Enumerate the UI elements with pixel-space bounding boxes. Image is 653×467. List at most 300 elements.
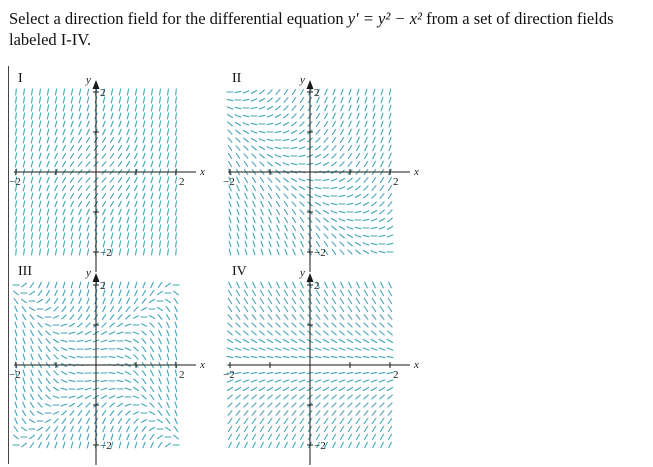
slope-segment xyxy=(275,372,281,373)
slope-segment xyxy=(285,241,287,247)
slope-segment xyxy=(379,340,384,343)
slope-segment xyxy=(267,372,273,373)
slope-segment xyxy=(380,395,385,399)
slope-segment xyxy=(260,419,263,424)
slope-segment xyxy=(341,282,344,287)
slope-segment xyxy=(134,299,137,304)
slope-segment xyxy=(111,89,112,95)
slope-segment xyxy=(341,434,344,439)
slope-segment xyxy=(348,178,353,182)
slope-segment xyxy=(339,380,345,382)
slope-segment xyxy=(55,225,56,231)
slope-segment xyxy=(134,307,138,311)
slope-segment xyxy=(101,388,107,390)
slope-segment xyxy=(315,187,321,188)
y-axis-label: y xyxy=(86,267,91,279)
slope-segment xyxy=(299,147,305,149)
slope-segment xyxy=(371,380,377,382)
slope-segment xyxy=(372,307,375,312)
slope-segment xyxy=(339,227,344,230)
slope-segment xyxy=(323,203,329,205)
slope-segment xyxy=(283,356,289,357)
slope-segment xyxy=(159,137,160,143)
slope-segment xyxy=(78,411,82,416)
slope-segment xyxy=(355,348,361,350)
slope-segment xyxy=(87,434,89,440)
slope-segment xyxy=(228,299,231,304)
slope-segment xyxy=(339,356,345,357)
slope-segment xyxy=(332,331,337,335)
slope-segment xyxy=(119,434,121,440)
slope-segment xyxy=(332,130,335,135)
slope-segment xyxy=(380,403,384,407)
slope-segment xyxy=(292,307,295,312)
slope-segment xyxy=(228,403,232,407)
slope-segment xyxy=(135,185,138,190)
slope-segment xyxy=(15,322,17,328)
slope-segment xyxy=(56,249,57,255)
slope-segment xyxy=(356,162,359,167)
slope-segment xyxy=(333,434,336,439)
slope-segment xyxy=(175,145,176,151)
slope-segment xyxy=(71,225,73,231)
slope-segment xyxy=(54,347,59,351)
slope-segment xyxy=(39,217,40,223)
slope-segment xyxy=(381,113,383,119)
slope-segment xyxy=(55,241,56,247)
slope-segment xyxy=(16,97,17,103)
slope-segment xyxy=(117,332,123,334)
slope-segment xyxy=(236,419,239,424)
slope-segment xyxy=(79,121,81,127)
slope-segment xyxy=(127,137,129,142)
slope-segment xyxy=(30,403,33,408)
slope-segment xyxy=(357,282,360,287)
slope-segment xyxy=(40,233,41,239)
slope-segment xyxy=(373,434,376,439)
slope-segment xyxy=(175,410,177,416)
slope-segment xyxy=(24,113,25,119)
slope-segment xyxy=(135,129,137,135)
slope-segment xyxy=(53,412,58,414)
slope-segment xyxy=(348,242,353,246)
slope-segment xyxy=(167,386,169,392)
slope-segment xyxy=(167,394,169,400)
slope-segment xyxy=(236,154,239,159)
slope-segment xyxy=(388,419,391,424)
slope-segment xyxy=(252,403,256,407)
slope-segment xyxy=(159,129,160,135)
slope-segment xyxy=(349,89,351,95)
slope-segment xyxy=(70,403,75,406)
slope-segment xyxy=(284,210,287,215)
slope-segment xyxy=(16,233,17,239)
slope-segment xyxy=(340,411,344,416)
slope-segment xyxy=(372,331,377,335)
slope-segment xyxy=(260,307,263,312)
slope-segment xyxy=(23,394,25,400)
slope-segment xyxy=(69,348,75,349)
slope-segment xyxy=(388,427,391,432)
slope-segment xyxy=(229,290,232,295)
slope-segment xyxy=(291,340,296,343)
slope-segment xyxy=(118,411,122,415)
slope-segment xyxy=(101,340,107,342)
slope-segment xyxy=(79,306,82,311)
slope-segment xyxy=(78,154,82,159)
slope-segment xyxy=(61,380,66,383)
slope-segment xyxy=(292,106,296,111)
slope-segment xyxy=(237,434,240,439)
slope-segment xyxy=(136,89,137,95)
slope-segment xyxy=(142,371,145,376)
slope-segment xyxy=(260,154,265,158)
slope-segment xyxy=(175,161,176,167)
slope-segment xyxy=(87,298,89,304)
slope-segment xyxy=(47,105,48,111)
slope-segment xyxy=(253,442,256,447)
slope-segment xyxy=(292,411,296,416)
slope-segment xyxy=(251,388,256,391)
slope-segment xyxy=(168,249,169,255)
slope-segment xyxy=(259,372,265,373)
slope-segment xyxy=(389,161,391,166)
slope-segment xyxy=(175,306,178,311)
slope-segment xyxy=(159,193,160,199)
slope-segment xyxy=(236,307,239,312)
slope-segment xyxy=(229,241,231,247)
slope-segment xyxy=(269,209,272,214)
slope-segment xyxy=(371,372,377,373)
slope-segment xyxy=(373,121,375,127)
slope-segment xyxy=(135,113,136,119)
slope-segment xyxy=(228,427,231,432)
slope-segment xyxy=(127,225,129,231)
slope-segment xyxy=(300,331,305,335)
slope-segment xyxy=(86,178,90,182)
slope-segment xyxy=(300,226,303,231)
slope-segment xyxy=(87,217,89,223)
slope-segment xyxy=(38,395,42,400)
slope-segment xyxy=(259,380,265,382)
slope-segment xyxy=(261,225,263,231)
slope-segment xyxy=(292,202,296,207)
slope-segment xyxy=(63,161,66,166)
slope-segment xyxy=(229,193,231,199)
slope-segment xyxy=(300,403,304,407)
slope-segment xyxy=(349,290,352,295)
slope-segment xyxy=(363,380,369,382)
slope-segment xyxy=(260,331,265,335)
slope-segment xyxy=(284,315,288,320)
slope-segment xyxy=(372,323,376,327)
slope-segment xyxy=(47,129,49,135)
slope-segment xyxy=(267,147,273,149)
slope-segment xyxy=(70,315,74,319)
slope-segment xyxy=(71,249,72,255)
slope-segment xyxy=(244,154,248,159)
slope-segment xyxy=(55,282,57,288)
slope-segment xyxy=(228,122,233,126)
slope-segment xyxy=(229,161,232,166)
slope-segment xyxy=(174,427,177,432)
slope-segment xyxy=(78,403,83,407)
slope-segment xyxy=(269,233,271,239)
slope-segment xyxy=(292,194,296,198)
slope-segment xyxy=(87,306,90,311)
slope-segment xyxy=(63,426,66,431)
slope-segment xyxy=(355,380,361,382)
slope-segment xyxy=(275,388,280,391)
slope-segment xyxy=(102,411,105,416)
slope-segment xyxy=(136,249,137,255)
slope-segment xyxy=(283,348,289,350)
slope-segment xyxy=(87,418,90,423)
slope-segment xyxy=(31,145,32,151)
slope-segment xyxy=(87,209,90,214)
slope-segment xyxy=(229,249,230,255)
slope-segment xyxy=(38,403,42,407)
slope-segment xyxy=(276,427,279,432)
slope-segment xyxy=(175,418,178,423)
slope-segment xyxy=(229,434,232,439)
slope-segment xyxy=(388,218,393,222)
slope-segment xyxy=(357,97,359,103)
slope-segment xyxy=(167,370,169,376)
slope-segment xyxy=(39,177,41,183)
slope-segment xyxy=(86,162,90,166)
slope-segment xyxy=(292,114,296,118)
slope-segment xyxy=(63,217,65,223)
slope-segment xyxy=(46,355,49,360)
slope-segment xyxy=(133,412,138,414)
slope-segment xyxy=(87,225,89,231)
slope-segment xyxy=(30,291,35,294)
slope-segment xyxy=(291,348,297,350)
slope-segment xyxy=(349,434,352,439)
slope-segment xyxy=(253,193,256,198)
slope-segment xyxy=(276,323,280,327)
slope-segment xyxy=(143,233,144,239)
slope-segment xyxy=(175,185,176,191)
slope-segment xyxy=(356,403,360,407)
slope-segment xyxy=(324,315,328,320)
slope-segment xyxy=(269,290,272,295)
slope-segment xyxy=(340,299,343,304)
slope-segment xyxy=(277,233,279,239)
slope-segment xyxy=(332,323,336,327)
slope-segment xyxy=(62,419,66,424)
slope-segment xyxy=(341,121,344,126)
slope-segment xyxy=(31,153,33,159)
slope-segment xyxy=(30,283,33,288)
direction-field-panel-4[interactable] xyxy=(223,264,428,465)
y-axis-arrow-icon xyxy=(93,273,100,282)
slope-segment xyxy=(39,378,42,383)
slope-segment xyxy=(77,396,82,399)
slope-segment xyxy=(237,177,240,182)
slope-segment xyxy=(365,121,367,127)
slope-segment xyxy=(244,427,247,432)
slope-segment xyxy=(235,372,241,373)
slope-segment xyxy=(275,123,281,125)
slope-segment xyxy=(87,442,88,448)
slope-segment xyxy=(160,233,161,239)
slope-segment xyxy=(324,419,327,424)
slope-segment xyxy=(371,388,376,391)
slope-segment xyxy=(24,121,25,127)
slope-segment xyxy=(341,290,344,295)
slope-segment xyxy=(87,241,88,247)
direction-field-panel-2[interactable] xyxy=(223,71,428,272)
slope-segment xyxy=(293,290,296,295)
slope-segment xyxy=(292,323,296,327)
slope-segment xyxy=(22,307,26,312)
slope-segment xyxy=(23,161,24,167)
slope-segment xyxy=(355,195,360,198)
slope-segment xyxy=(299,155,305,156)
slope-segment xyxy=(299,356,305,357)
slope-segment xyxy=(63,442,65,448)
y-tick-label-pos: 2 xyxy=(314,280,320,292)
direction-field-panel-3[interactable] xyxy=(9,264,214,465)
slope-segment xyxy=(356,395,361,399)
slope-segment xyxy=(277,217,280,222)
slope-segment xyxy=(261,201,264,206)
slope-segment xyxy=(364,186,368,190)
slope-segment xyxy=(356,331,361,335)
slope-segment xyxy=(292,210,295,215)
slope-segment xyxy=(372,411,376,416)
slope-segment xyxy=(117,348,123,349)
slope-segment xyxy=(316,427,319,432)
slope-segment xyxy=(357,113,359,119)
slope-segment xyxy=(102,315,105,320)
slope-segment xyxy=(261,241,263,247)
slope-segment xyxy=(293,442,296,447)
slope-segment xyxy=(371,340,376,343)
slope-segment xyxy=(63,282,65,288)
slope-segment xyxy=(38,387,41,392)
slope-segment xyxy=(228,315,232,320)
slope-segment xyxy=(301,233,304,238)
slope-segment xyxy=(176,201,177,207)
slope-segment xyxy=(261,193,264,198)
slope-segment xyxy=(48,249,49,255)
slope-segment xyxy=(340,331,345,335)
slope-segment xyxy=(332,138,335,143)
slope-segment xyxy=(30,323,33,328)
slope-segment xyxy=(79,233,81,239)
slope-segment xyxy=(275,155,281,157)
slope-segment xyxy=(133,396,139,398)
slope-segment xyxy=(45,324,50,326)
slope-segment xyxy=(167,129,168,135)
slope-segment xyxy=(47,137,49,143)
slope-segment xyxy=(381,161,384,166)
slope-segment xyxy=(268,419,271,424)
slope-segment xyxy=(54,299,57,304)
slope-segment xyxy=(323,356,329,357)
slope-segment xyxy=(119,129,121,135)
slope-segment xyxy=(152,105,153,111)
slope-segment xyxy=(79,97,80,103)
slope-segment xyxy=(135,137,137,143)
slope-segment xyxy=(268,403,272,407)
slope-segment xyxy=(267,107,272,110)
y-axis-arrow-icon xyxy=(307,273,314,282)
slope-segment xyxy=(63,137,65,142)
slope-segment xyxy=(176,233,177,239)
slope-segment xyxy=(24,241,25,247)
slope-segment xyxy=(109,396,114,399)
slope-segment xyxy=(285,225,288,230)
slope-segment xyxy=(259,99,264,102)
slope-segment xyxy=(63,129,65,135)
slope-segment xyxy=(317,105,320,110)
slope-segment xyxy=(339,195,345,196)
slope-segment xyxy=(63,434,65,440)
slope-segment xyxy=(127,121,129,127)
slope-segment xyxy=(372,202,377,206)
slope-segment xyxy=(253,201,255,206)
slope-segment xyxy=(85,388,91,390)
slope-segment xyxy=(143,185,145,191)
slope-segment xyxy=(23,402,25,407)
slope-segment xyxy=(119,225,121,231)
slope-segment xyxy=(118,323,123,326)
slope-segment xyxy=(167,145,168,151)
slope-segment xyxy=(47,201,49,207)
slope-segment xyxy=(160,113,161,119)
slope-segment xyxy=(371,243,377,244)
slope-segment xyxy=(245,249,247,255)
slope-segment xyxy=(70,154,73,159)
slope-segment xyxy=(151,145,153,151)
slope-segment xyxy=(31,129,32,135)
slope-segment xyxy=(364,307,367,312)
slope-segment xyxy=(160,241,161,247)
direction-field-panel-1[interactable] xyxy=(9,71,214,272)
slope-segment xyxy=(253,209,255,215)
slope-segment xyxy=(300,122,304,126)
slope-segment xyxy=(55,201,57,207)
slope-segment xyxy=(15,153,16,159)
slope-segment xyxy=(47,225,48,231)
slope-segment xyxy=(356,299,359,304)
slope-segment xyxy=(331,187,337,188)
slope-segment xyxy=(39,193,41,199)
slope-segment xyxy=(284,299,287,304)
slope-segment xyxy=(175,322,177,328)
slope-segment xyxy=(299,139,304,142)
slope-segment xyxy=(259,388,264,391)
slope-segment xyxy=(243,356,249,357)
slope-segment xyxy=(357,434,360,439)
slope-segment xyxy=(110,194,113,199)
x-axis-label: x xyxy=(414,359,419,371)
slope-segment xyxy=(71,97,72,103)
slope-segment xyxy=(23,145,24,151)
slope-segment xyxy=(300,307,303,312)
slope-segment xyxy=(341,105,343,111)
slope-segment xyxy=(277,434,280,439)
slope-segment xyxy=(152,89,153,95)
slope-segment xyxy=(159,177,161,183)
slope-segment xyxy=(45,404,50,406)
slope-segment xyxy=(236,403,240,407)
slope-segment xyxy=(379,235,385,236)
